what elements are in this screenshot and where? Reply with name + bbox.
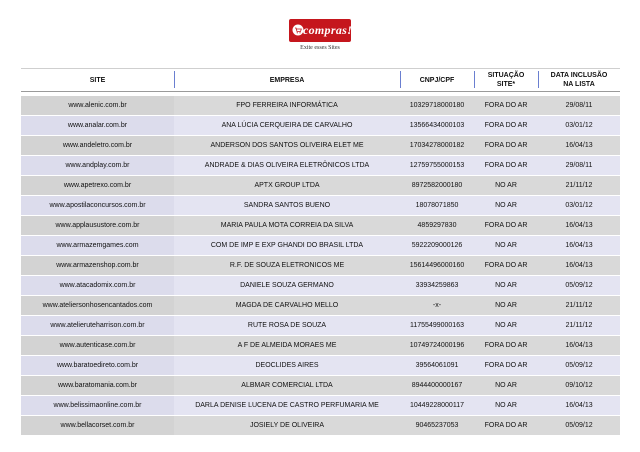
cell-data: 16/04/13 xyxy=(565,242,593,249)
table-row xyxy=(21,216,620,236)
cell-data: 21/11/12 xyxy=(565,322,593,329)
cell-site[interactable]: www.armazenshop.com.br xyxy=(21,256,174,275)
cell-data: 05/09/12 xyxy=(565,282,593,289)
table-row xyxy=(21,276,620,296)
cell-cnpj: -x- xyxy=(432,302,442,309)
table-row xyxy=(21,136,620,156)
cell-situacao: FORA DO AR xyxy=(484,342,528,349)
table-row xyxy=(21,296,620,316)
cell-cnpj: 33934259863 xyxy=(415,282,459,289)
header-empresa: EMPRESA xyxy=(269,76,305,84)
table-row xyxy=(21,116,620,136)
cell-cnpj: 10329718000180 xyxy=(409,102,465,109)
cell-site[interactable]: www.belissimaonline.com.br xyxy=(21,396,174,415)
cell-empresa: DARLA DENISE LUCENA DE CASTRO PERFUMARIA ME xyxy=(195,402,379,409)
cell-situacao: NO AR xyxy=(495,182,517,189)
cell-data: 16/04/13 xyxy=(565,142,593,149)
logo-brand: compras! xyxy=(303,23,353,37)
cell-cnpj: 90465237053 xyxy=(415,422,459,429)
cell-situacao: FORA DO AR xyxy=(484,142,528,149)
cell-data: 05/09/12 xyxy=(565,422,593,429)
table-row xyxy=(21,196,620,216)
cell-cnpj: 15614496000160 xyxy=(409,262,465,269)
shopping-cart-icon xyxy=(292,24,304,36)
cell-situacao: FORA DO AR xyxy=(484,362,528,369)
cell-empresa: MAGDA DE CARVALHO MELLO xyxy=(235,302,339,309)
cell-empresa: ANDERSON DOS SANTOS OLIVEIRA ELET ME xyxy=(210,142,364,149)
cell-empresa: FPO FERREIRA INFORMÁTICA xyxy=(236,102,338,109)
cell-site[interactable]: www.alenic.com.br xyxy=(21,96,174,115)
table-body xyxy=(21,96,620,436)
cell-site[interactable]: www.apostilaconcursos.com.br xyxy=(21,196,174,215)
header-data xyxy=(538,69,620,91)
cell-cnpj: 10749724000196 xyxy=(409,342,465,349)
table-header xyxy=(21,68,620,92)
header-situacao xyxy=(474,69,538,91)
cell-cnpj: 12759755000153 xyxy=(409,162,465,169)
cell-situacao: NO AR xyxy=(495,402,517,409)
cell-empresa: APTX GROUP LTDA xyxy=(254,182,320,189)
cell-data: 03/01/12 xyxy=(565,202,593,209)
cell-site[interactable]: www.atacadomix.com.br xyxy=(21,276,174,295)
cell-cnpj: 18078071850 xyxy=(415,202,459,209)
cell-empresa: COM DE IMP E EXP GHANDI DO BRASIL LTDA xyxy=(210,242,364,249)
cell-situacao: NO AR xyxy=(495,242,517,249)
table-row xyxy=(21,176,620,196)
cell-site[interactable]: www.andeletro.com.br xyxy=(21,136,174,155)
cell-situacao: FORA DO AR xyxy=(484,262,528,269)
header-cnpj: CNPJ/CPF xyxy=(419,76,455,84)
cell-site[interactable]: www.apetrexo.com.br xyxy=(21,176,174,195)
cell-cnpj: 17034278000182 xyxy=(409,142,465,149)
cell-site[interactable]: www.applausustore.com.br xyxy=(21,216,174,235)
header-site: SITE xyxy=(89,76,106,84)
cell-situacao: NO AR xyxy=(495,302,517,309)
cell-data: 09/10/12 xyxy=(565,382,593,389)
cell-site[interactable]: www.ateliersonhosencantados.com xyxy=(21,296,174,315)
cell-site[interactable]: www.baratoedireto.com.br xyxy=(21,356,174,375)
cell-situacao: FORA DO AR xyxy=(484,222,528,229)
cell-data: 29/08/11 xyxy=(565,162,593,169)
cell-empresa: DANIELE SOUZA GERMANO xyxy=(240,282,334,289)
cell-empresa: A F DE ALMEIDA MORAES ME xyxy=(237,342,337,349)
table-row xyxy=(21,236,620,256)
cell-empresa: R.F. DE SOUZA ELETRONICOS ME xyxy=(229,262,345,269)
cell-situacao: NO AR xyxy=(495,322,517,329)
cell-situacao: FORA DO AR xyxy=(484,162,528,169)
table-row xyxy=(21,416,620,436)
cell-situacao: FORA DO AR xyxy=(484,102,528,109)
cell-data: 03/01/12 xyxy=(565,122,593,129)
cell-empresa: DEOCLIDES AIRES xyxy=(255,362,319,369)
table-row xyxy=(21,256,620,276)
table-row xyxy=(21,376,620,396)
logo-tagline: Exite esses Sites xyxy=(300,45,340,51)
cell-data: 29/08/11 xyxy=(565,102,593,109)
cell-data: 16/04/13 xyxy=(565,222,593,229)
cell-cnpj: 13566434000103 xyxy=(409,122,465,129)
header-data-line1: DATA INCLUSÃO xyxy=(550,72,608,79)
cell-site[interactable]: www.armazemgames.com xyxy=(21,236,174,255)
cell-cnpj: 10449228000117 xyxy=(410,402,464,409)
cell-data: 16/04/13 xyxy=(565,262,593,269)
table-row xyxy=(21,356,620,376)
cell-cnpj: 5922209000126 xyxy=(411,242,463,249)
cell-cnpj: 8944400000167 xyxy=(411,382,463,389)
cell-cnpj: 4859297830 xyxy=(417,222,457,229)
cell-cnpj: 11755499000163 xyxy=(410,322,464,329)
logo xyxy=(289,19,351,59)
cell-empresa: RUTE ROSA DE SOUZA xyxy=(247,322,327,329)
cell-data: 16/04/13 xyxy=(565,342,593,349)
cell-site[interactable]: www.baratomania.com.br xyxy=(21,376,174,395)
cell-situacao: NO AR xyxy=(495,382,517,389)
cell-cnpj: 39564061091 xyxy=(415,362,459,369)
table-row xyxy=(21,336,620,356)
cell-data: 05/09/12 xyxy=(565,362,593,369)
cell-situacao: NO AR xyxy=(495,282,517,289)
table-row xyxy=(21,396,620,416)
table-row xyxy=(21,96,620,116)
cell-situacao: FORA DO AR xyxy=(484,422,528,429)
cell-cnpj: 8972582000180 xyxy=(411,182,463,189)
logo-badge xyxy=(289,19,351,42)
header-situacao-line2: SITE* xyxy=(496,81,516,88)
cell-situacao: FORA DO AR xyxy=(484,122,528,129)
cell-empresa: MARIA PAULA MOTA CORREIA DA SILVA xyxy=(220,222,354,229)
header-data-line2: NA LISTA xyxy=(563,81,595,88)
cell-empresa: JOSIELY DE OLIVEIRA xyxy=(249,422,325,429)
cell-data: 16/04/13 xyxy=(565,402,593,409)
table-row xyxy=(21,156,620,176)
cell-data: 21/11/12 xyxy=(565,302,593,309)
cell-site[interactable]: www.bellacorset.com.br xyxy=(21,416,174,435)
header-situacao-line1: SITUAÇÃO xyxy=(487,72,525,79)
cell-site[interactable]: www.andplay.com.br xyxy=(21,156,174,175)
cell-site[interactable]: www.autenticase.com.br xyxy=(21,336,174,355)
cell-empresa: ANDRADE & DIAS OLIVEIRA ELETRÔNICOS LTDA xyxy=(204,162,370,169)
cell-data: 21/11/12 xyxy=(565,182,593,189)
cell-situacao: NO AR xyxy=(495,202,517,209)
cell-empresa: ANA LÚCIA CERQUEIRA DE CARVALHO xyxy=(221,122,353,129)
cell-empresa: ALBMAR COMERCIAL LTDA xyxy=(241,382,333,389)
cell-empresa: SANDRA SANTOS BUENO xyxy=(243,202,331,209)
table-row xyxy=(21,316,620,336)
cell-site[interactable]: www.atelieruteharrison.com.br xyxy=(21,316,174,335)
sites-table xyxy=(21,68,620,436)
cell-site[interactable]: www.analar.com.br xyxy=(21,116,174,135)
